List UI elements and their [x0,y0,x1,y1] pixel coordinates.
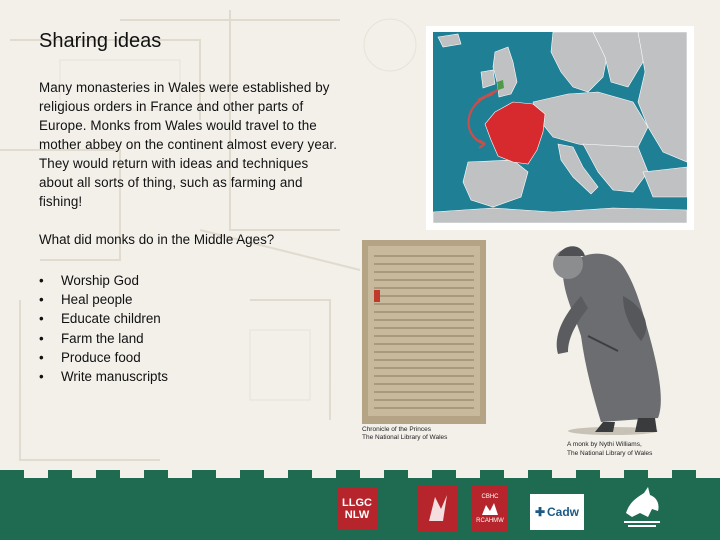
europe-map-image [426,26,694,230]
llgc-logo [337,488,377,530]
list-item-text: Heal people [61,292,133,308]
list-item-text: Worship God [61,273,139,288]
list-item-text: Educate children [61,311,161,327]
rcahmw-logo-line2: RCAHMW [476,518,504,524]
list-item-text: Produce food [61,349,141,365]
cadw-logo [530,494,584,530]
manuscript-page [362,240,486,424]
rcahmw-logo-line1: CBHC [481,494,499,500]
list-item: • Worship God [39,273,139,288]
intro-paragraph: Many monasteries in Wales were established by religious orders in France and other parts of Europe. Monks from Wales would travel to the mother abbey on the continent almost every year. They would return with ideas and techniques about all sorts of thing, such as farming and fishing! [39,80,338,209]
heritage-logo [418,486,458,532]
activities-list [39,271,168,386]
list-item-text: Write manuscripts [61,368,168,384]
list-item: • Farm the land [39,330,144,346]
dragon-icon [480,501,500,517]
llgc-logo-line2: NLW [344,509,370,521]
list-item: • Educate children [39,311,161,327]
dragon-badge-icon [423,491,453,527]
list-item: • Produce food [39,349,141,365]
list-item: • Write manuscripts [39,368,168,384]
cadw-cross-icon: ✚ [534,505,546,519]
monk-caption-line1: A monk by Nythi Williams, [567,441,642,448]
cadw-logo-text: Cadw [547,505,580,519]
monk-illustration [523,236,673,436]
manuscript-caption-line2: The National Library of Wales [362,434,448,441]
manuscript-caption-line1: Chronicle of the Princes [362,426,432,433]
list-item: • Heal people [39,292,133,308]
welsh-dragon-icon [618,483,666,529]
monk-caption-line2: The National Library of Wales [567,450,653,457]
slide-title: Sharing ideas [39,30,162,52]
europe-map [433,32,687,223]
welsh-government-logo [614,480,670,532]
llgc-logo-line1: LLGC [342,497,372,509]
question-heading: What did monks do in the Middle Ages? [39,232,275,247]
rcahmw-logo [472,486,508,532]
list-item-text: Farm the land [61,330,144,346]
manuscript-image [362,240,486,424]
